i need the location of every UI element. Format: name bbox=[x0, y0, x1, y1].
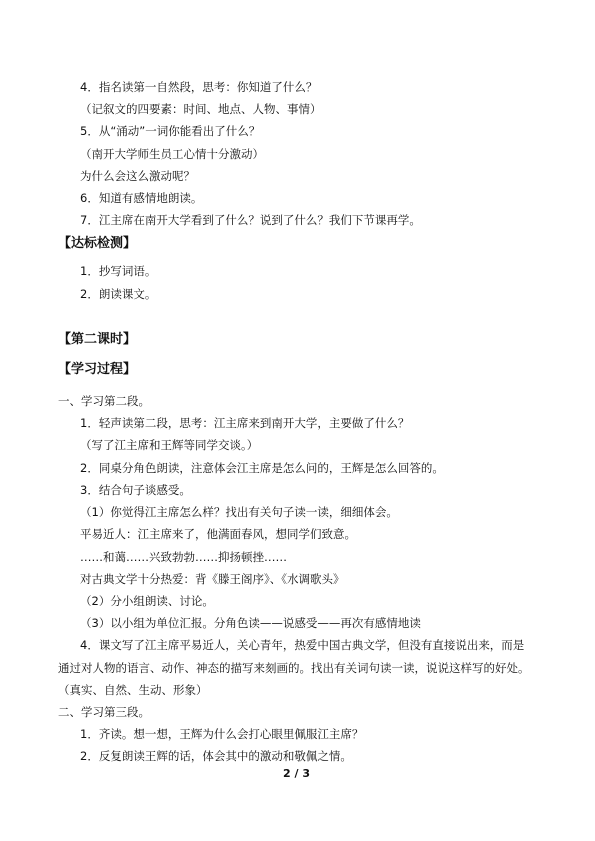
section1-line-11: 4．课文写了江主席平易近人，关心青年，热爱中国古典文学，但没有直接说出来，而是 bbox=[80, 638, 525, 652]
section1-line-12: 通过对人物的语言、动作、神态的描写来刻画的。找出有关词句读一读，说说这样写的好处。 bbox=[58, 661, 530, 675]
section2-title: 二、学习第三段。 bbox=[58, 705, 150, 719]
lesson2-heading: 【第二课时】 bbox=[58, 332, 137, 347]
section1-line-3: 2．同桌分角色朗读，注意体会江主席是怎么问的，王辉是怎么回答的。 bbox=[80, 461, 444, 475]
check-item-2: 2．朗读课文。 bbox=[80, 287, 157, 301]
section1-line-7: ……和蔼……兴致勃勃……抑扬顿挫…… bbox=[80, 550, 287, 564]
section1-line-1: 1．轻声读第二段，思考：江主席来到南开大学，主要做了什么？ bbox=[80, 416, 410, 430]
lesson1-step6: 6．知道有感情地朗读。 bbox=[80, 191, 203, 205]
section1-line-10: （3）以小组为单位汇报。分角色读——说感受——再次有感情地读 bbox=[80, 616, 421, 630]
section1-line-13: （真实、自然、生动、形象） bbox=[58, 683, 208, 697]
section2-line-1: 1．齐读。想一想，王辉为什么会打心眼里佩服江主席？ bbox=[80, 727, 364, 741]
check-heading: 【达标检测】 bbox=[58, 236, 137, 251]
section1-line-8: 对古典文学十分热爱：背《滕王阁序》、《水调歌头》 bbox=[80, 572, 345, 586]
process-heading: 【学习过程】 bbox=[58, 362, 137, 377]
check-item-1: 1．抄写词语。 bbox=[80, 264, 157, 278]
section1-line-4: 3．结合句子谈感受。 bbox=[80, 483, 191, 497]
lesson1-step5: 5．从“涌动”一词你能看出了什么？ bbox=[80, 124, 261, 138]
section1-line-5: （1）你觉得江主席怎么样？找出有关句子读一读，细细体会。 bbox=[80, 505, 398, 519]
lesson1-step5-note: （南开大学师生员工心情十分激动） bbox=[80, 147, 264, 161]
section1-line-6: 平易近人：江主席来了，他满面春风，想同学们致意。 bbox=[80, 527, 356, 541]
lesson1-step7: 7．江主席在南开大学看到了什么？说到了什么？我们下节课再学。 bbox=[80, 213, 421, 227]
section2-line-2: 2．反复朗读王辉的话，体会其中的激动和敬佩之情。 bbox=[80, 749, 352, 763]
lesson1-step4-note: （记叙文的四要素：时间、地点、人物、事情） bbox=[80, 102, 322, 116]
lesson1-step5-question: 为什么会这么激动呢？ bbox=[80, 169, 195, 183]
lesson1-step4: 4．指名读第一自然段，思考：你知道了什么？ bbox=[80, 80, 318, 94]
section1-title: 一、学习第二段。 bbox=[58, 394, 150, 408]
page-number: 2 / 3 bbox=[283, 767, 310, 780]
section1-line-9: （2）分小组朗读、讨论。 bbox=[80, 594, 214, 608]
section1-line-2: （写了江主席和王辉等同学交谈。） bbox=[80, 438, 259, 452]
